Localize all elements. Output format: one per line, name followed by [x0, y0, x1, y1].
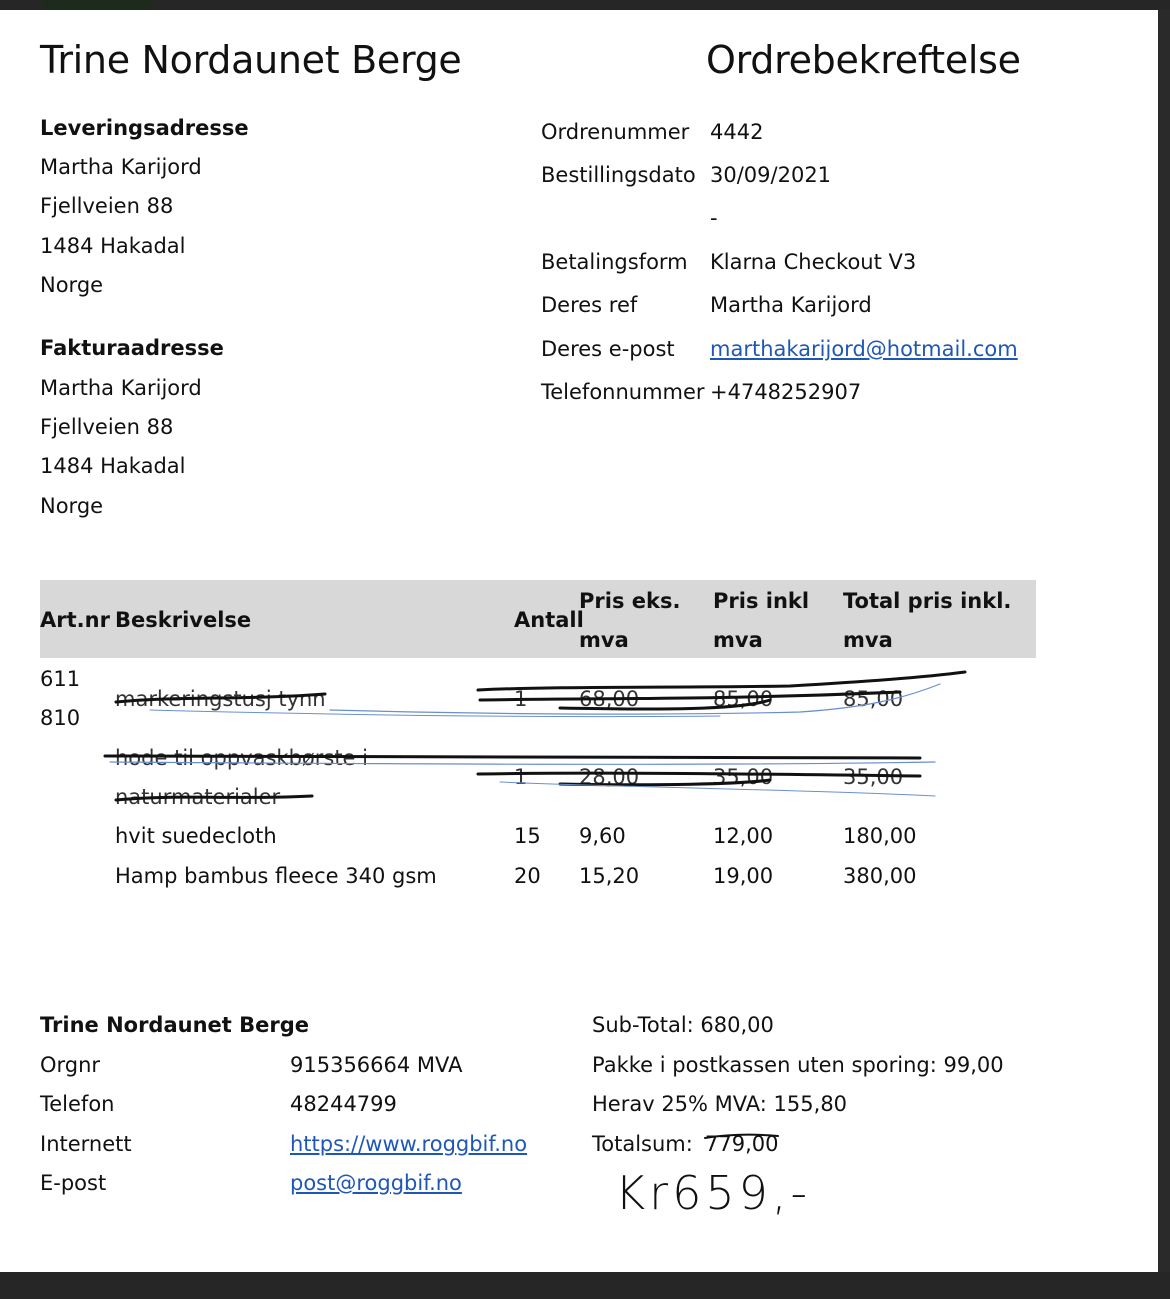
- header-total-1: Total pris inkl.: [843, 589, 1012, 613]
- row1-price-inc: 85,00: [713, 687, 774, 711]
- row4-price-ex: 15,20: [579, 864, 640, 888]
- row3-quantity: 15: [514, 824, 541, 848]
- order-date-label: Bestillingsdato: [541, 163, 696, 187]
- header-price-inc-1: Pris inkl: [713, 589, 810, 613]
- vat: Herav 25% MVA: 155,80: [592, 1092, 848, 1116]
- row1-price-ex: 68,00: [579, 687, 640, 711]
- customer-email-label: Deres e-post: [541, 337, 675, 361]
- company-web-link[interactable]: https://www.roggbif.no: [290, 1132, 528, 1156]
- row4-description: Hamp bambus fleece 340 gsm: [115, 864, 437, 888]
- header-artnr: Art.nr: [40, 608, 110, 632]
- row1-description: markeringstusj tynn: [115, 687, 326, 711]
- invoice-country: Norge: [40, 494, 104, 518]
- row2-price-ex: 28,00: [579, 765, 640, 789]
- header-price-ex-2: mva: [579, 628, 629, 652]
- row2-price-inc: 35,00: [713, 765, 774, 789]
- customer-email-link[interactable]: marthakarijord@hotmail.com: [710, 337, 1018, 361]
- company-orgnr-label: Orgnr: [40, 1053, 101, 1077]
- reference-label: Deres ref: [541, 293, 638, 317]
- row2-description-2: naturmaterialer: [115, 785, 281, 809]
- shipping: Pakke i postkassen uten sporing: 99,00: [592, 1053, 1004, 1077]
- invoice-city: 1484 Hakadal: [40, 454, 186, 478]
- order-dash: -: [710, 206, 718, 230]
- row3-price-inc: 12,00: [713, 824, 774, 848]
- header-description: Beskrivelse: [115, 608, 252, 632]
- company-web-label: Internett: [40, 1132, 132, 1156]
- delivery-city: 1484 Hakadal: [40, 234, 186, 258]
- company-email-label: E-post: [40, 1171, 107, 1195]
- total-value: 779,00: [705, 1132, 779, 1156]
- delivery-country: Norge: [40, 273, 104, 297]
- row1-artnr-1: 611: [40, 667, 81, 691]
- row3-total: 180,00: [843, 824, 917, 848]
- row2-total: 35,00: [843, 765, 904, 789]
- window-tab: [42, 0, 154, 10]
- delivery-heading: Leveringsadresse: [40, 116, 249, 140]
- company-phone: 48244799: [290, 1092, 397, 1116]
- seller-name: Trine Nordaunet Berge: [40, 38, 462, 82]
- document-title: Ordrebekreftelse: [706, 38, 1021, 82]
- payment-method: Klarna Checkout V3: [710, 250, 917, 274]
- phone-label: Telefonnummer: [541, 380, 705, 404]
- invoice-street: Fjellveien 88: [40, 415, 174, 439]
- handwritten-strikeouts: [0, 10, 1158, 1272]
- window-bottom-bar: [0, 1272, 1170, 1299]
- company-email-link[interactable]: post@roggbif.no: [290, 1171, 462, 1195]
- order-date: 30/09/2021: [710, 163, 832, 187]
- row4-price-inc: 19,00: [713, 864, 774, 888]
- invoice-heading: Fakturaadresse: [40, 336, 224, 360]
- total-label: Totalsum:: [592, 1132, 693, 1156]
- company-phone-label: Telefon: [40, 1092, 115, 1116]
- delivery-street: Fjellveien 88: [40, 194, 174, 218]
- order-number-label: Ordrenummer: [541, 120, 690, 144]
- row4-quantity: 20: [514, 864, 541, 888]
- order-confirmation-page: [0, 10, 1158, 1272]
- row3-price-ex: 9,60: [579, 824, 626, 848]
- company-name: Trine Nordaunet Berge: [40, 1013, 310, 1037]
- row1-total: 85,00: [843, 687, 904, 711]
- order-number: 4442: [710, 120, 764, 144]
- row1-quantity: 1: [514, 687, 528, 711]
- invoice-name: Martha Karijord: [40, 376, 202, 400]
- row2-description-1: hode til oppvaskbørste i: [115, 746, 368, 770]
- header-price-ex-1: Pris eks.: [579, 589, 681, 613]
- row2-quantity: 1: [514, 765, 528, 789]
- handwritten-total: Kr659,-: [615, 1166, 812, 1220]
- header-total-2: mva: [843, 628, 893, 652]
- subtotal: Sub-Total: 680,00: [592, 1013, 774, 1037]
- reference-value: Martha Karijord: [710, 293, 872, 317]
- row4-total: 380,00: [843, 864, 917, 888]
- company-orgnr: 915356664 MVA: [290, 1053, 463, 1077]
- phone-value: +4748252907: [710, 380, 862, 404]
- row3-description: hvit suedecloth: [115, 824, 277, 848]
- window-top-bar: [0, 0, 1170, 10]
- payment-label: Betalingsform: [541, 250, 688, 274]
- header-price-inc-2: mva: [713, 628, 763, 652]
- row1-artnr-2: 810: [40, 706, 81, 730]
- delivery-name: Martha Karijord: [40, 155, 202, 179]
- header-quantity: Antall: [514, 608, 584, 632]
